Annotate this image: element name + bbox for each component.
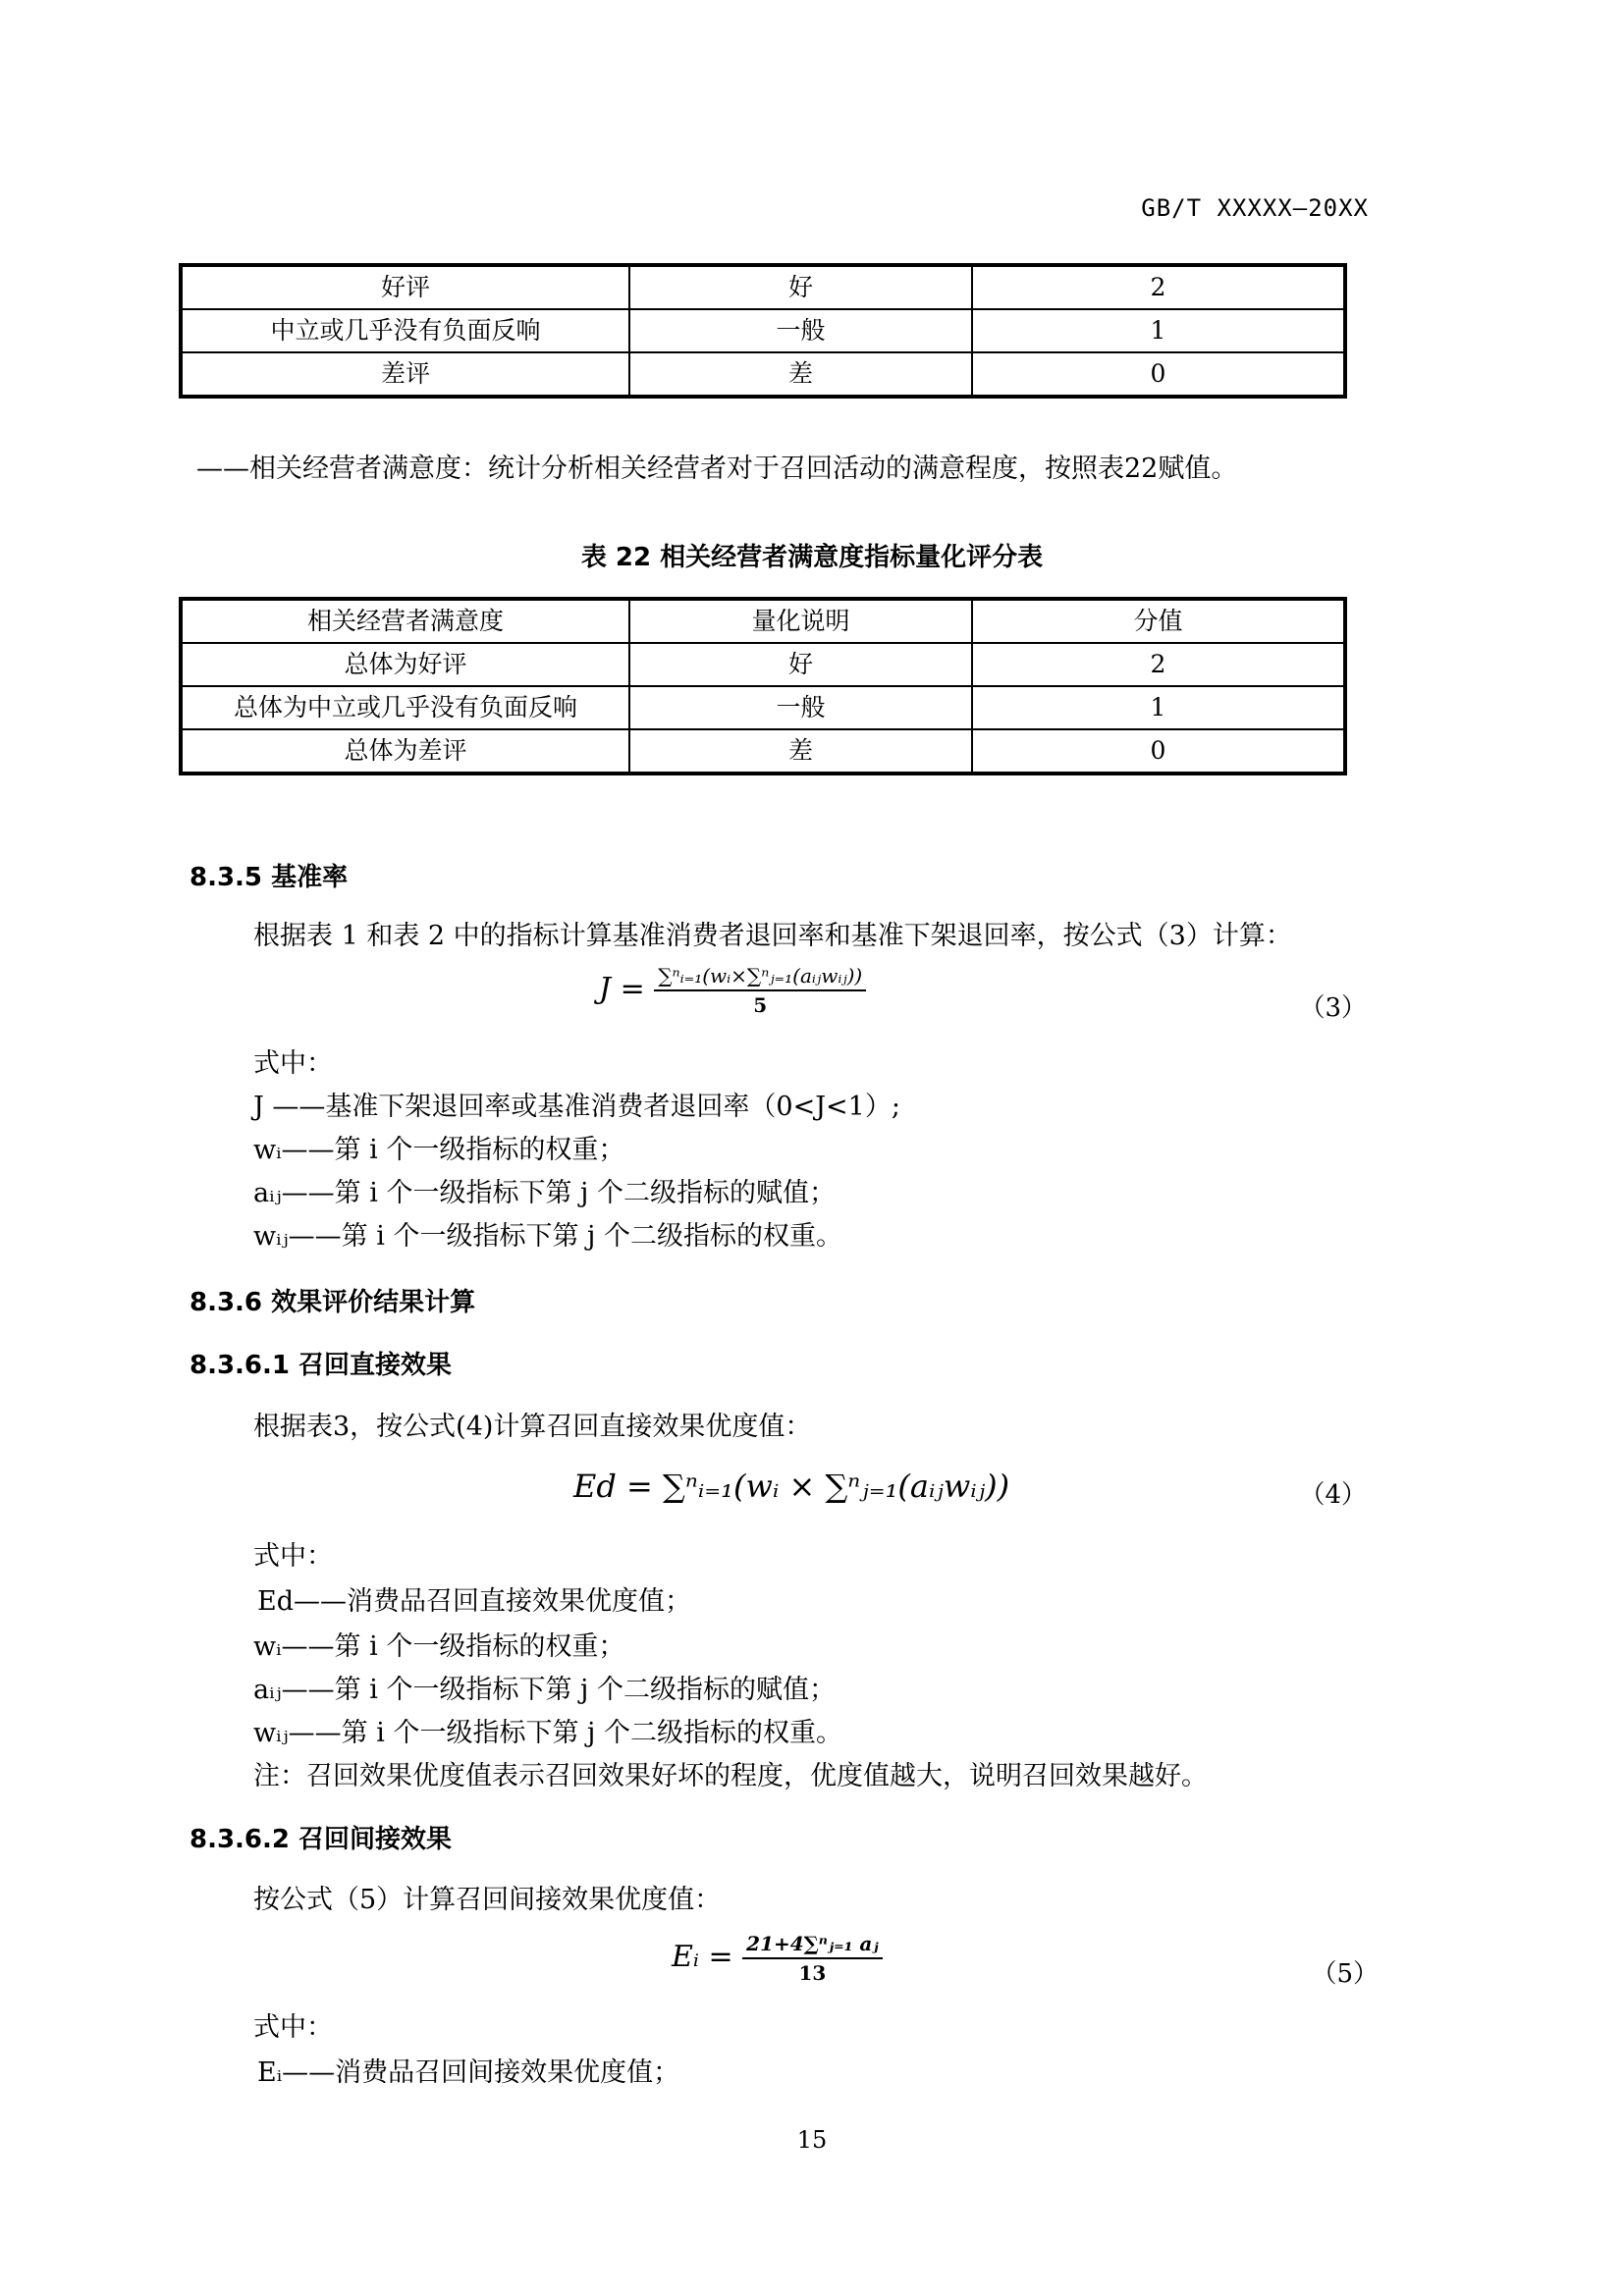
note: 注：召回效果优度值表示召回效果好坏的程度，优度值越大，说明召回效果越好。 (253, 1761, 1208, 1791)
equation-number: （5） (1311, 1959, 1379, 1989)
definition: Ed——消费品召回直接效果优度值； (257, 1586, 691, 1617)
page-number: 15 (796, 2126, 828, 2154)
table-cell: 一般 (629, 686, 972, 729)
equation-number: （3） (1299, 993, 1367, 1023)
table-header-row (181, 599, 1345, 643)
table-continued (179, 263, 1347, 399)
column-header: 量化说明 (629, 599, 972, 643)
formula-4: Ed = ∑ⁿᵢ₌₁(wᵢ × ∑ⁿⱼ₌₁(aᵢⱼwᵢⱼ)) (573, 1468, 1010, 1505)
table-row (181, 643, 1345, 686)
table-cell: 差 (629, 352, 972, 397)
table-cell: 0 (972, 729, 1345, 774)
definition: aᵢⱼ——第 i 个一级指标下第 j 个二级指标的赋值； (253, 1178, 836, 1208)
formula-5 (672, 1932, 883, 1985)
definition: wᵢ——第 i 个一级指标的权重； (253, 1135, 625, 1165)
table-row (181, 309, 1345, 352)
formula-numerator: ∑ⁿᵢ₌₁(wᵢ×∑ⁿⱼ₌₁(aᵢⱼwᵢⱼ)) (654, 964, 866, 991)
section-intro: 根据表 1 和表 2 中的指标计算基准消费者退回率和基准下架退回率，按公式（3）计算： (253, 921, 1292, 951)
table-cell: 中立或几乎没有负面反响 (181, 309, 629, 352)
where-label: 式中： (253, 1048, 333, 1079)
formula-denominator: 13 (798, 1961, 827, 1985)
table-cell: 好评 (181, 265, 629, 309)
section-heading: 8.3.6 效果评价结果计算 (189, 1288, 476, 1317)
definition: aᵢⱼ——第 i 个一级指标下第 j 个二级指标的赋值； (253, 1675, 836, 1705)
table-cell: 好 (629, 265, 972, 309)
table-row (181, 686, 1345, 729)
section-intro: 根据表3，按公式(4)计算召回直接效果优度值： (253, 1412, 812, 1442)
table-22 (179, 597, 1347, 775)
table-cell: 差 (629, 729, 972, 774)
formula-lhs: J = (599, 972, 645, 1006)
table-row (181, 352, 1345, 397)
where-label: 式中： (253, 2012, 333, 2043)
definition: wᵢⱼ——第 i 个一级指标下第 j 个二级指标的权重。 (253, 1221, 843, 1252)
standard-code: GB/T XXXXX—20XX (1141, 194, 1369, 222)
table-cell: 好 (629, 643, 972, 686)
table-cell: 总体为中立或几乎没有负面反响 (181, 686, 629, 729)
where-label: 式中： (253, 1541, 333, 1572)
definition: wᵢ——第 i 个一级指标的权重； (253, 1631, 625, 1662)
table-caption: 表 22 相关经营者满意度指标量化评分表 (580, 543, 1044, 572)
table-cell: 差评 (181, 352, 629, 397)
formula-denominator: 5 (753, 993, 768, 1017)
table-row (181, 265, 1345, 309)
satisfaction-paragraph: ——相关经营者满意度：统计分析相关经营者对于召回活动的满意程度，按照表22赋值。 (196, 454, 1238, 484)
column-header: 分值 (972, 599, 1345, 643)
formula-fraction (742, 1932, 883, 1985)
definition: wᵢⱼ——第 i 个一级指标下第 j 个二级指标的权重。 (253, 1718, 843, 1748)
formula-numerator: 21+4∑ⁿⱼ₌₁ aⱼ (742, 1932, 883, 1959)
section-intro: 按公式（5）计算召回间接效果优度值： (253, 1885, 722, 1915)
table-cell: 2 (972, 643, 1345, 686)
table-row (181, 729, 1345, 774)
definition: J ——基准下架退回率或基准消费者退回率（0<J<1）; (253, 1092, 900, 1122)
table-cell: 1 (972, 309, 1345, 352)
formula-lhs: Eᵢ = (672, 1940, 733, 1974)
table-cell: 2 (972, 265, 1345, 309)
table-cell: 1 (972, 686, 1345, 729)
formula-fraction (654, 964, 866, 1017)
table-cell: 一般 (629, 309, 972, 352)
section-heading: 8.3.6.1 召回直接效果 (189, 1351, 453, 1380)
definition: Eᵢ——消费品召回间接效果优度值； (257, 2057, 680, 2088)
table-cell: 总体为差评 (181, 729, 629, 774)
section-heading: 8.3.5 基准率 (189, 863, 349, 892)
table-cell: 总体为好评 (181, 643, 629, 686)
formula-3 (599, 964, 866, 1017)
table-cell: 0 (972, 352, 1345, 397)
equation-number: （4） (1299, 1480, 1367, 1510)
section-heading: 8.3.6.2 召回间接效果 (189, 1825, 453, 1854)
column-header: 相关经营者满意度 (181, 599, 629, 643)
